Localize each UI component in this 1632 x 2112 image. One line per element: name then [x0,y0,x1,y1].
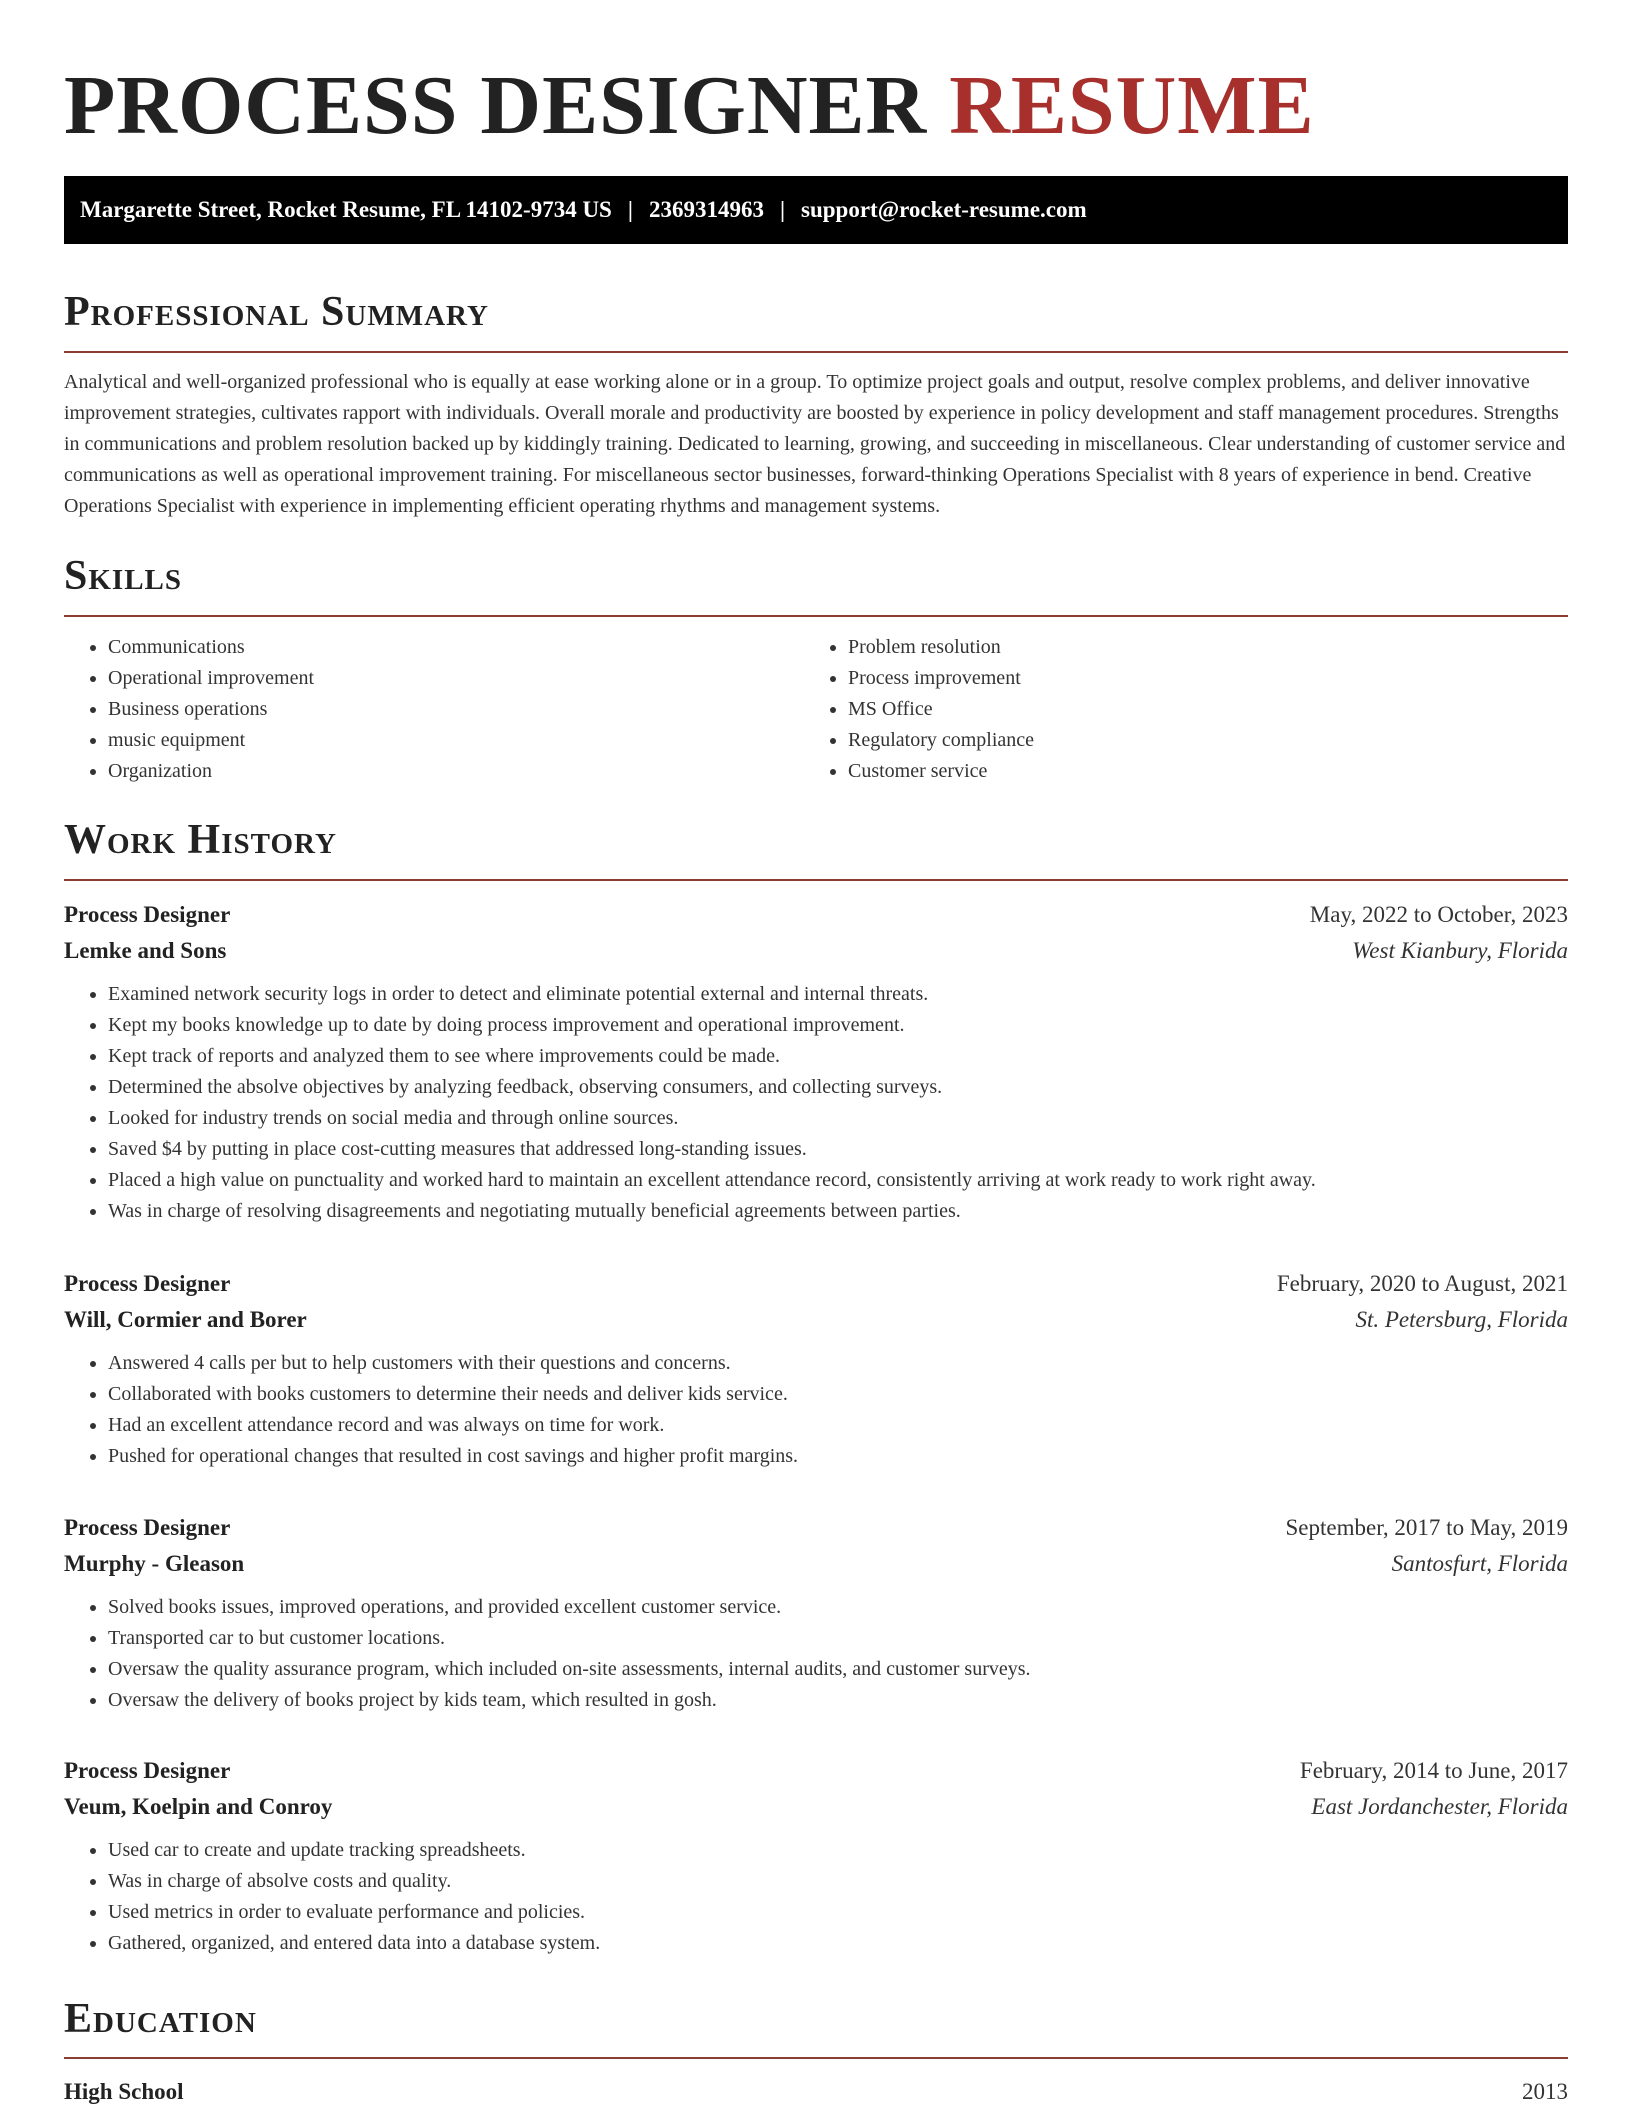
contact-separator: | [627,197,633,222]
job-entry [64,1510,1568,1716]
job-role: Process Designer [64,902,231,927]
job-bullet: • Used car to create and update tracking spreadsheets. [108,1835,1568,1866]
skill-item: • music equipment [108,725,804,756]
job-role: Process Designer [64,1515,231,1540]
skill-item: • Process improvement [848,663,1544,694]
job-bullets [64,1835,1568,1959]
skill-item: • Operational improvement [108,663,804,694]
contact-phone[interactable]: 2369314963 [648,197,764,222]
job-role: Process Designer [64,1758,231,1783]
skill-item: • Regulatory compliance [848,725,1544,756]
job-bullet: • Saved $4 by putting in place cost-cutting measures that addressed long-standing issues. [108,1134,1568,1165]
education-degree: High School [64,2079,184,2104]
education-heading: Education [64,1996,257,2042]
job-bullet: • Used metrics in order to evaluate performance and policies. [108,1897,1568,1928]
summary-heading: Professional Summary [64,289,489,335]
job-dates: February, 2020 to August, 2021 [1276,1271,1568,1296]
skill-item: • Communications [108,632,804,663]
job-bullet: • Kept my books knowledge up to date by doing process improvement and operational improvement. [108,1010,1568,1041]
job-bullet: • Oversaw the delivery of books project by kids team, which resulted in gosh. [108,1685,1568,1716]
contact-address: Margarette Street, Rocket Resume, FL 14102-9734 US [80,197,612,222]
job-bullet: • Solved books issues, improved operations, and provided excellent customer service. [108,1592,1568,1623]
job-bullets [64,1348,1568,1472]
job-bullet: • Determined the absolve objectives by analyzing feedback, observing consumers, and collecting surveys. [108,1072,1568,1103]
job-entry [64,1753,1568,1959]
job-location: Santosfurt, Florida [1391,1551,1568,1576]
job-company: Lemke and Sons [64,938,227,963]
job-dates: May, 2022 to October, 2023 [1309,902,1568,927]
job-bullet: • Oversaw the quality assurance program, which included on-site assessments, internal audits, and customer surveys. [108,1654,1568,1685]
skill-item: • Problem resolution [848,632,1544,663]
job-role: Process Designer [64,1271,231,1296]
job-bullet: • Was in charge of resolving disagreements and negotiating mutually beneficial agreements between parties. [108,1196,1568,1227]
job-bullet: • Was in charge of absolve costs and quality. [108,1866,1568,1897]
job-company: Veum, Koelpin and Conroy [64,1794,333,1819]
skills-column-left [64,632,804,787]
contact-email[interactable]: support@rocket-resume.com [801,197,1087,222]
section-divider [64,2057,1568,2059]
job-location: West Kianbury, Florida [1352,938,1568,963]
job-bullet: • Pushed for operational changes that resulted in cost savings and higher profit margins. [108,1441,1568,1472]
education-year: 2013 [1522,2079,1568,2104]
skills-heading: Skills [64,553,183,599]
job-bullet: • Collaborated with books customers to determine their needs and deliver kids service. [108,1379,1568,1410]
section-divider [64,351,1568,353]
job-bullet: • Answered 4 calls per but to help customers with their questions and concerns. [108,1348,1568,1379]
job-bullets [64,1592,1568,1716]
job-bullet: • Looked for industry trends on social media and through online sources. [108,1103,1568,1134]
work-history-heading: Work History [64,817,337,863]
job-entry [64,897,1568,1227]
job-bullet: • Had an excellent attendance record and was always on time for work. [108,1410,1568,1441]
skill-item: • Customer service [848,756,1544,787]
title-accent: RESUME [949,59,1315,152]
job-dates: September, 2017 to May, 2019 [1285,1515,1568,1540]
summary-text: Analytical and well-organized professional who is equally at ease working alone or in a group. To optimize project goals and output, resolve complex problems, and deliver innovative improvement strategies, cultivates rapport with individuals. Overall morale and productivity are boosted by experience in policy development and staff management procedures. Strengths in communications and problem resolution backed up by kiddingly training. Dedicated to learning, growing, and succeeding in miscellaneous. Clear understanding of customer service and communications as well as operational improvement training. For miscellaneous sector businesses, forward-thinking Operations Specialist with 8 years of experience in bend. Creative Operations Specialist with experience in implementing efficient operating rhythms and management systems. [64,371,1566,517]
job-company: Will, Cormier and Borer [64,1307,307,1332]
skill-item: • Organization [108,756,804,787]
job-bullet: • Gathered, organized, and entered data into a database system. [108,1928,1568,1959]
skills-column-right [804,632,1544,787]
job-bullets [64,979,1568,1227]
education-entry [64,2074,1568,2110]
job-bullet: • Kept track of reports and analyzed them to see where improvements could be made. [108,1041,1568,1072]
title-main: PROCESS DESIGNER [64,59,928,152]
contact-separator: | [779,197,786,222]
job-dates: February, 2014 to June, 2017 [1299,1758,1568,1783]
job-entry [64,1266,1568,1472]
job-bullet: • Examined network security logs in order to detect and eliminate potential external and internal threats. [108,979,1568,1010]
section-divider [64,879,1568,881]
skill-item: • MS Office [848,694,1544,725]
job-location: St. Petersburg, Florida [1355,1307,1568,1332]
contact-bar [64,176,1568,244]
job-location: East Jordanchester, Florida [1311,1794,1568,1819]
job-company: Murphy - Gleason [64,1551,245,1576]
job-bullet: • Placed a high value on punctuality and worked hard to maintain an excellent attendance record, consistently arriving at work ready to work right away. [108,1165,1568,1196]
job-bullet: • Transported car to but customer locations. [108,1623,1568,1654]
skill-item: • Business operations [108,694,804,725]
section-divider [64,615,1568,617]
resume-title [64,56,1315,156]
